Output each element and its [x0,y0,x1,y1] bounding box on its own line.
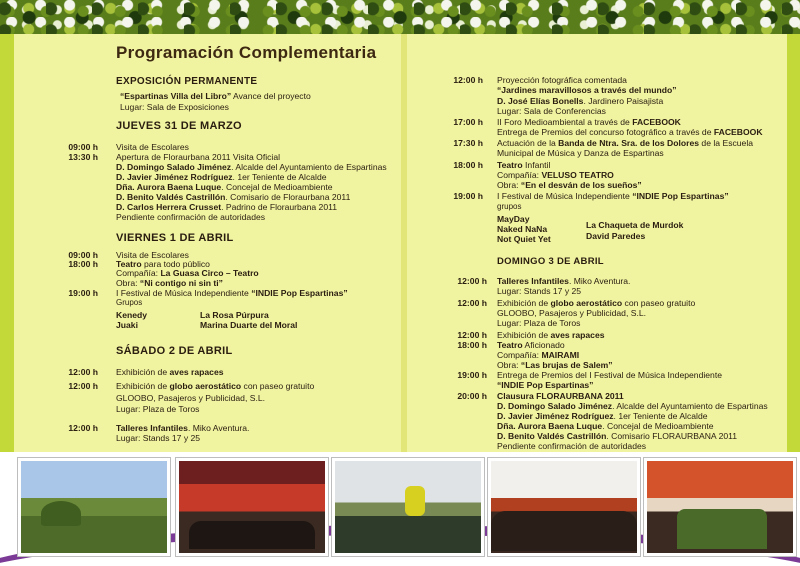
event-line: Lugar: Stands 17 y 25 [116,433,201,443]
event-line: Entrega de Premios del concurso fotográfico a través de FACEBOOK [497,127,763,137]
sabado-heading: SÁBADO 2 DE ABRIL [116,345,233,357]
time-label: 17:00 h [453,117,483,127]
event-line: Talleres Infantiles. Miko Aventura. [116,423,250,433]
time-label: 19:00 h [457,370,487,380]
viernes-heading: VIERNES 1 DE ABRIL [116,232,234,244]
band-name: MayDay [497,214,530,224]
event-line: I Festival de Música Independiente “INDIE Pop Espartinas” [116,288,348,298]
event-line: Exhibición de aves rapaces [116,367,224,377]
authority-line: D. Benito Valdés Castrillón. Comisario FLORAURBANA 2011 [497,431,738,441]
event-line: Actuación de la Banda de Ntra. Sra. de los Dolores de la Escuela [497,138,754,148]
authority-line: Dña. Aurora Baena Luque. Concejal de Medioambiente [116,182,333,192]
domingo-heading: DOMINGO 3 DE ABRIL [497,256,604,267]
band-name: Marina Duarte del Moral [200,320,298,330]
event-line: Lugar: Plaza de Toros [116,404,200,414]
time-label: 13:30 h [68,152,98,162]
event-line: Talleres Infantiles. Miko Aventura. [497,276,631,286]
garden-photo [18,458,170,556]
expo-heading: EXPOSICIÓN PERMANENTE [116,76,258,87]
groups-label: Grupos [116,298,143,307]
band-name: La Rosa Púrpura [200,310,269,320]
event-line: Exhibición de globo aerostático con paseo gratuito [116,381,315,391]
event-line: Compañía: VELUSO TEATRO [497,170,614,180]
pending-note: Pendiente confirmación de autoridades [116,212,266,222]
time-label: 12:00 h [457,298,487,308]
time-label: 12:00 h [68,381,98,391]
event-line: GLOOBO, Pasajeros y Publicidad, S.L. [116,393,266,403]
event-line: Obra: “Las brujas de Salem” [497,360,613,370]
event-line: Teatro para todo público [116,259,210,269]
event-line: “INDIE Pop Espartinas” [497,380,594,390]
authority-line: D. Domingo Salado Jiménez. Alcalde del Ayuntamiento de Espartinas [497,401,768,411]
expo-line-1: “Espartinas Villa del Libro” Avance del proyecto [120,91,311,101]
band-name: Juaki [116,320,138,330]
pending-note: Pendiente confirmación de autoridades [497,441,647,451]
band-name: La Chaqueta de Murdok [586,220,684,230]
time-label: 18:00 h [457,340,487,350]
time-label: 17:30 h [453,138,483,148]
event-line: Visita de Escolares [116,142,189,152]
jueves-heading: JUEVES 31 DE MARZO [116,120,242,132]
event-line: GLOOBO, Pasajeros y Publicidad, S.L. [497,308,647,318]
time-label: 09:00 h [68,142,98,152]
tent-audience-photo [488,458,640,556]
authority-line: D. Domingo Salado Jiménez. Alcalde del Ayuntamiento de Espartinas [116,162,387,172]
time-label: 12:00 h [457,330,487,340]
event-line: Exhibición de globo aerostático con paseo gratuito [497,298,696,308]
time-label: 20:00 h [457,391,487,401]
expo-line-2: Lugar: Sala de Exposiciones [120,102,229,112]
time-label: 19:00 h [453,191,483,201]
event-line: Teatro Infantil [497,160,551,170]
event-line: II Foro Medioambiental a través de FACEBOOK [497,117,681,127]
band-name: Not Quiet Yet [497,234,551,244]
event-line: Municipal de Música y Danza de Espartinas [497,148,664,158]
authority-line: D. Javier Jiménez Rodríguez. 1er Teniente de Alcalde [497,411,708,421]
band-name: Naked NaNa [497,224,548,234]
authority-line: D. Carlos Herrera Crusset. Padrino de Floraurbana 2011 [116,202,338,212]
event-line: Lugar: Stands 17 y 25 [497,286,582,296]
band-name: David Paredes [586,231,646,241]
time-label: 09:00 h [68,250,98,260]
event-line: Apertura de Floraurbana 2011 Visita Oficial [116,152,281,162]
authority-line: D. Javier Jiménez Rodríguez. 1er Teniente de Alcalde [116,172,327,182]
event-line: Compañía: La Guasa Circo – Teatro [116,268,259,278]
time-label: 18:00 h [453,160,483,170]
event-line: Teatro Aficionado [497,340,565,350]
event-line: Compañía: MAIRAMI [497,350,580,360]
authority-line: D. Benito Valdés Castrillón. Comisario de Floraurbana 2011 [116,192,351,202]
stage-flowers-photo [644,458,796,556]
event-line: Exhibición de aves rapaces [497,330,605,340]
event-line: Clausura FLORAURBANA 2011 [497,391,624,401]
time-label: 19:00 h [68,288,98,298]
event-line: Obra: “Ni contigo ni sin ti” [116,278,223,288]
band-name: Kenedy [116,310,148,320]
event-line: Lugar: Plaza de Toros [497,318,581,328]
event-line: Visita de Escolares [116,250,189,260]
panel-divider [401,34,407,452]
groups-label: grupos [497,202,522,211]
event-line: Obra: “En el desván de los sueños” [497,180,642,190]
event-line: Proyección fotográfica comentada [497,75,627,85]
authority-line: Dña. Aurora Baena Luque. Concejal de Medioambiente [497,421,714,431]
event-line: “Jardines maravillosos a través del mundo” [497,85,677,95]
page-title: Programación Complementaria [116,43,377,62]
time-label: 12:00 h [453,75,483,85]
time-label: 12:00 h [68,367,98,377]
leaf-pattern-banner [0,0,800,34]
time-label: 12:00 h [68,423,98,433]
street-performer-photo [332,458,484,556]
theatre-audience-photo [176,458,328,556]
event-line: D. José Elías Bonells. Jardinero Paisajista [497,96,664,106]
event-line: Lugar: Sala de Conferencias [497,106,606,116]
time-label: 18:00 h [68,259,98,269]
event-line: I Festival de Música Independiente “INDIE Pop Espartinas” [497,191,729,201]
time-label: 12:00 h [457,276,487,286]
event-line: Entrega de Premios del I Festival de Música Independiente [497,370,722,380]
